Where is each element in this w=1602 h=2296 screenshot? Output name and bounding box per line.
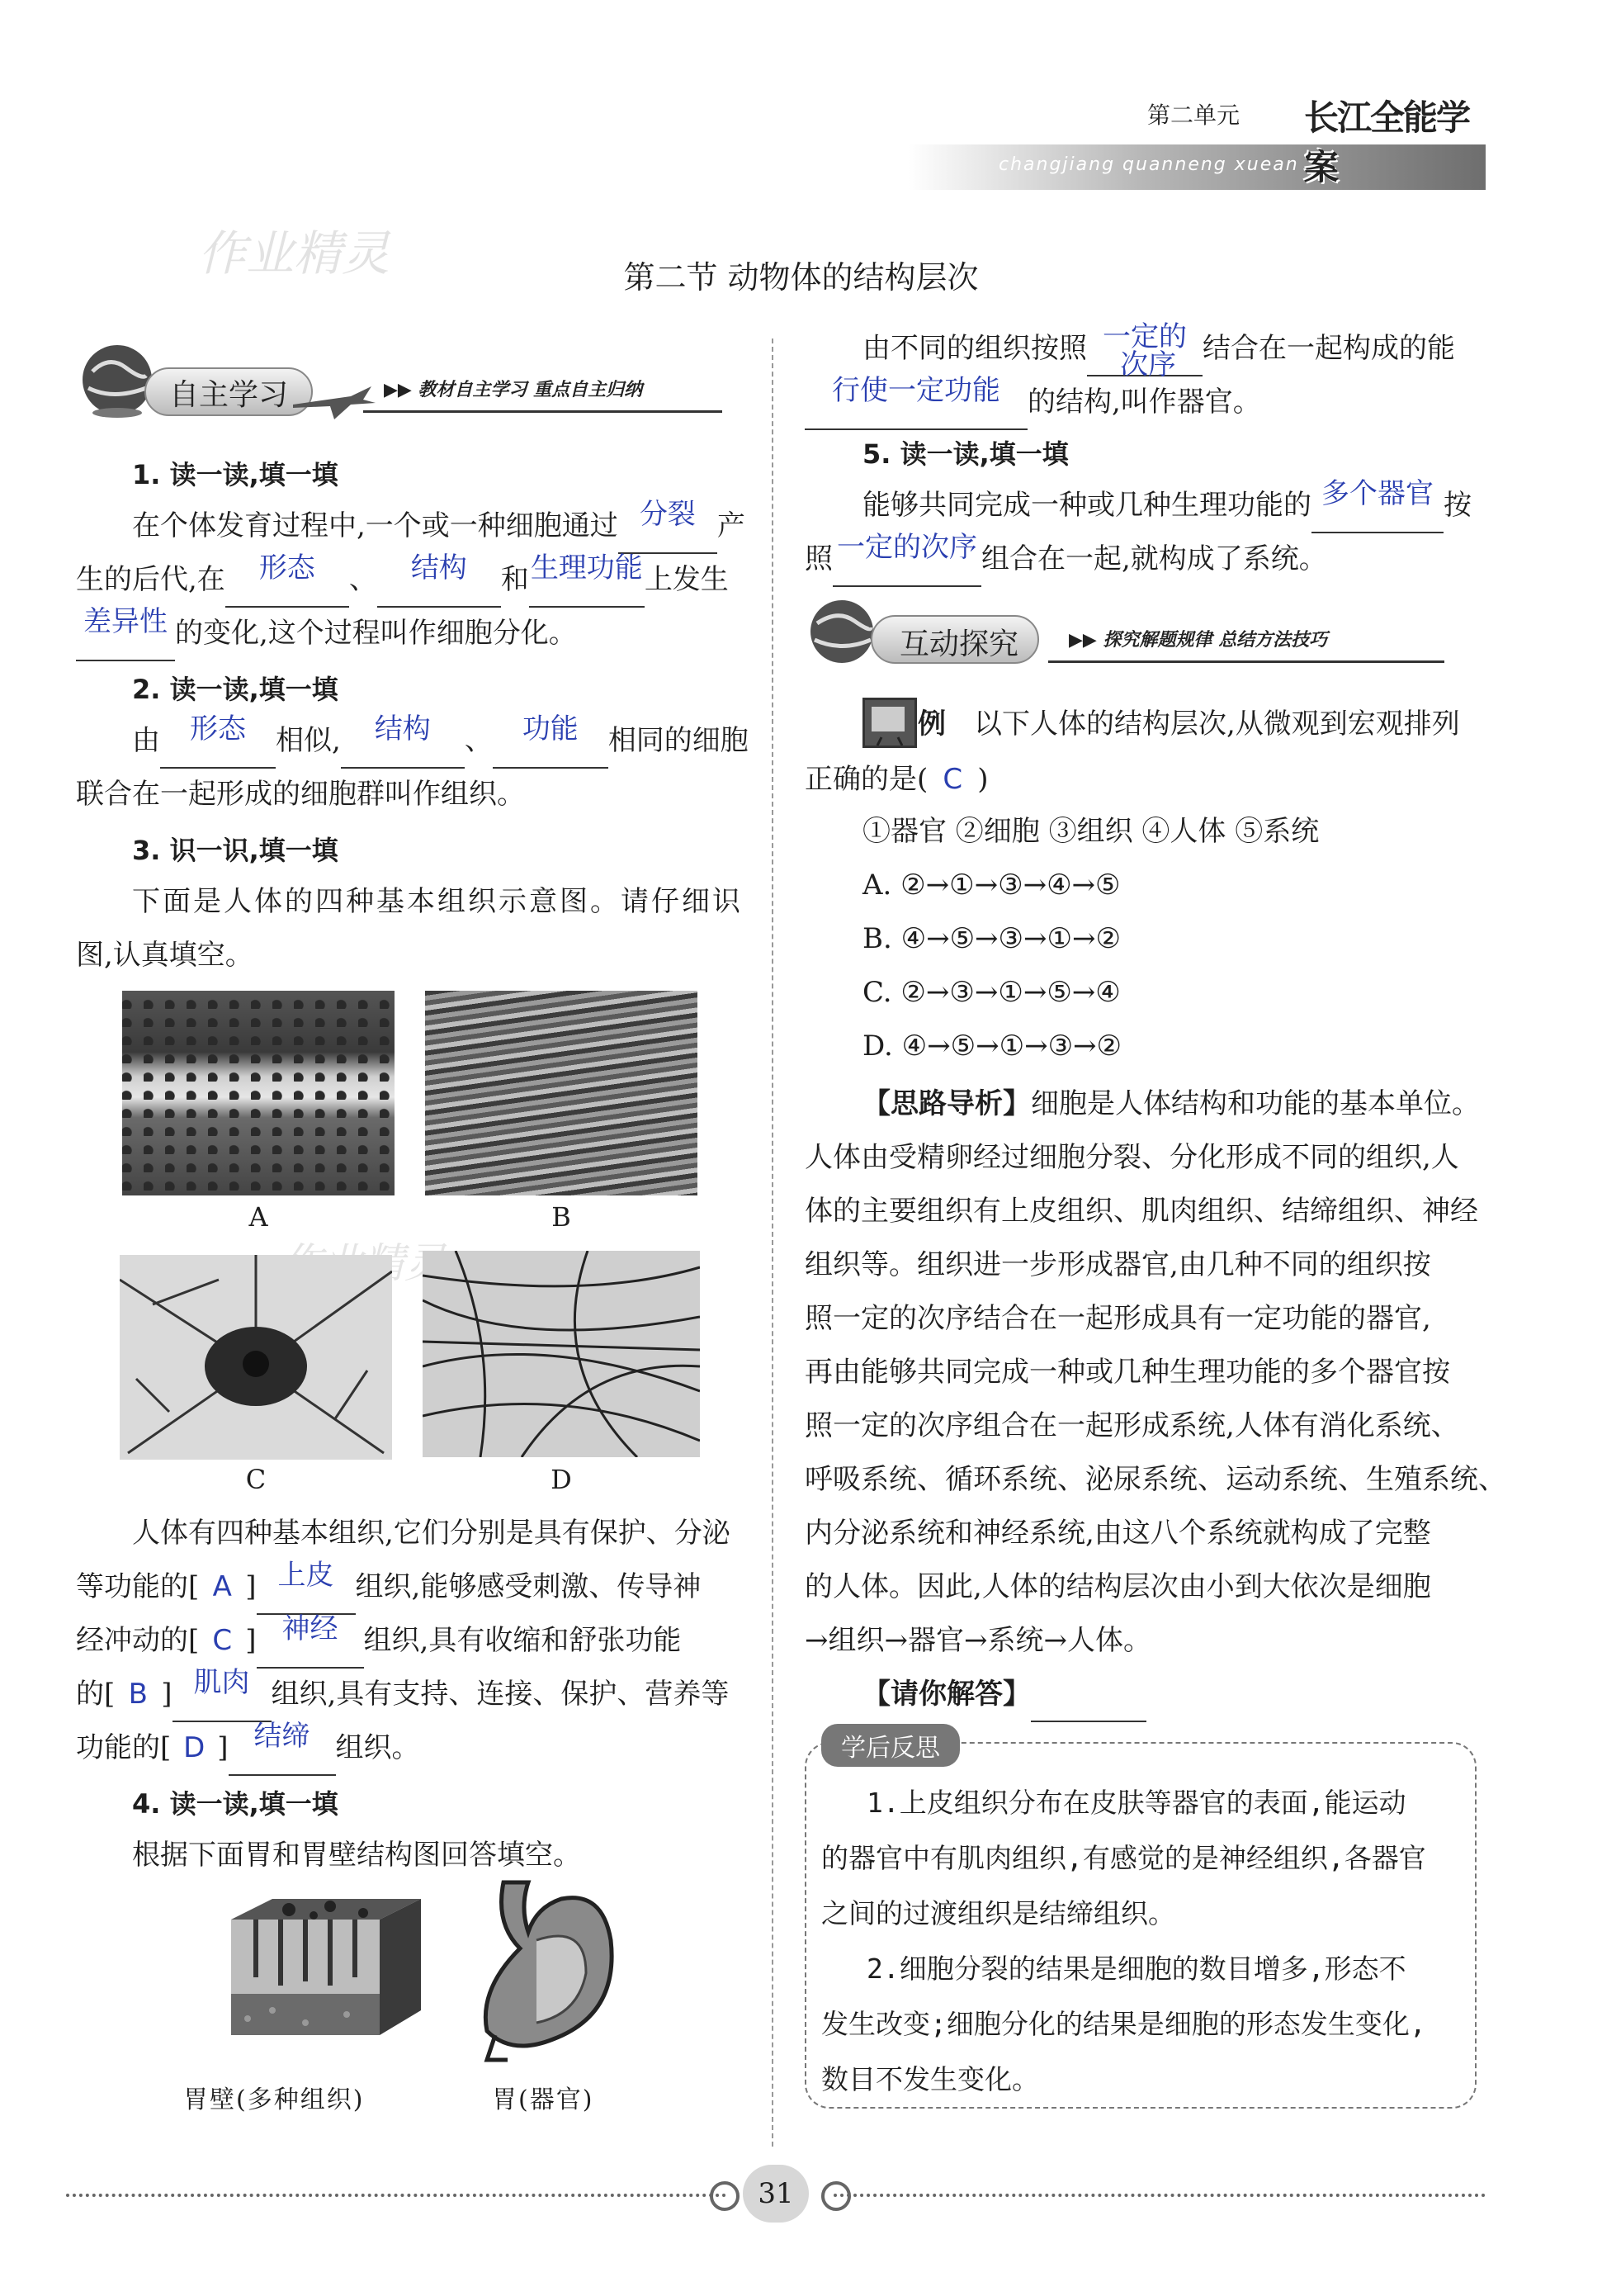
q5-blank-2[interactable]: 一定的次序	[833, 533, 981, 587]
q1-blank-3[interactable]: 结构	[377, 553, 501, 608]
q4-blank-2[interactable]: 行使一定功能	[805, 376, 1028, 430]
q3-sentence-3: 经冲动的[ C ] 神经 组织,具有收缩和舒张功能	[76, 1614, 681, 1669]
option-a[interactable]: A. ②→①→③→④→⑤	[862, 869, 1121, 902]
globe-icon-2	[805, 594, 879, 669]
analysis-line-9: 内分泌系统和神经系统,由这八个系统就构成了完整	[805, 1517, 1431, 1550]
tissue-image-d	[423, 1251, 700, 1457]
analysis-line-6: 再由能够共同完成一种或几种生理功能的多个器官按	[805, 1356, 1450, 1389]
stomach-caption: 胃(器官)	[492, 2085, 594, 2114]
q5-blank-1[interactable]: 多个器官	[1311, 479, 1444, 533]
analysis-line-8: 呼吸系统、循环系统、泌尿系统、运动系统、生殖系统、	[805, 1463, 1506, 1496]
tissue-image-b	[425, 991, 697, 1195]
q1-blank-4[interactable]: 生理功能	[529, 553, 645, 608]
q3-sentence-4: 的[ B ] 肌肉 组织,具有支持、连接、保护、营养等	[76, 1668, 729, 1722]
option-b[interactable]: B. ④→⑤→③→①→②	[862, 922, 1121, 955]
q1-blank-1[interactable]: 分裂	[618, 499, 717, 554]
q3-line2: 图,认真填空。	[76, 939, 253, 972]
analysis-line-3: 体的主要组织有上皮组织、肌肉组织、结缔组织、神经	[805, 1195, 1478, 1228]
section-self-rule	[363, 410, 722, 413]
q2-line1: 由 形态 相似, 结构 、 功能 相同的细胞	[132, 714, 749, 769]
q1-line3: 差异性 的变化,这个过程叫作细胞分化。	[76, 607, 577, 661]
tissue-image-a	[122, 991, 395, 1195]
section-interact-tagline: ▶▶ 探究解题规律 总结方法技巧	[1069, 630, 1328, 651]
q3-heading: 3. 识一识,填一填	[132, 835, 338, 866]
q1-line2: 生的后代,在 形态 、 结构 和生理功能上发生	[76, 553, 729, 608]
q4-blank-1[interactable]: 一定的 次序	[1087, 322, 1203, 376]
q3-blank-2[interactable]: 神经	[257, 1614, 364, 1669]
reflection-line-6: 数目不发生变化。	[821, 2063, 1039, 2095]
footer-ornament-left	[66, 2194, 726, 2197]
page-number: 31	[743, 2165, 809, 2223]
reflection-label: 学后反思	[821, 1724, 960, 1767]
q1-blank-2[interactable]: 形态	[225, 553, 349, 608]
example-icon	[862, 698, 917, 748]
q2-blank-1[interactable]: 形态	[160, 714, 276, 769]
reflection-line-4: 2.细胞分裂的结果是细胞的数目增多,形态不	[867, 1953, 1406, 1985]
q4-answer-line1: 由不同的组织按照 一定的 次序 结合在一起构成的能	[862, 320, 1455, 381]
analysis-line-4: 组织等。组织进一步形成器官,由几种不同的组织按	[805, 1248, 1431, 1281]
q2-blank-3[interactable]: 功能	[493, 714, 608, 769]
answer-prompt: 【请你解答】	[862, 1668, 1146, 1722]
q3-sentence-5: 功能的[ D ] 结缔 组织。	[76, 1721, 420, 1776]
tissue-image-c	[120, 1255, 392, 1460]
answer-blank[interactable]	[1031, 1668, 1146, 1722]
caption-c: C	[245, 1464, 267, 1495]
analysis-line-5: 照一定的次序结合在一起形成具有一定功能的器官,	[805, 1302, 1431, 1335]
q3-sentence-2: 等功能的[ A ] 上皮 组织,能够感受刺激、传导神	[76, 1560, 701, 1615]
example-items: ①器官 ②细胞 ③组织 ④人体 ⑤系统	[862, 815, 1320, 848]
q3-sentence-1: 人体有四种基本组织,它们分别是具有保护、分泌	[132, 1517, 730, 1550]
reflection-line-1: 1.上皮组织分布在皮肤等器官的表面,能运动	[867, 1787, 1406, 1819]
q5-heading: 5. 读一读,填一填	[862, 438, 1069, 470]
column-divider	[772, 338, 773, 2147]
section-self-label: 自主学习	[169, 378, 289, 412]
q1-line1: 在个体发育过程中,一个或一种细胞通过 分裂 产	[132, 499, 745, 554]
option-d[interactable]: D. ④→⑤→①→③→②	[862, 1030, 1122, 1063]
analysis-line-10: 的人体。因此,人体的结构层次由小到大依次是细胞	[805, 1570, 1431, 1603]
q4-answer-line2: 行使一定功能 的结构,叫作器官。	[805, 376, 1261, 430]
reflection-line-2: 的器官中有肌肉组织,有感觉的是神经组织,各器官	[821, 1842, 1426, 1874]
example-tag: 例	[918, 708, 946, 741]
reflection-line-3: 之间的过渡组织是结缔组织。	[821, 1897, 1175, 1929]
stomach-wall-image	[223, 1895, 429, 2043]
q5-line1: 能够共同完成一种或几种生理功能的 多个器官 按	[862, 479, 1472, 533]
stomach-image	[462, 1874, 627, 2064]
q2-line2: 联合在一起形成的细胞群叫作组织。	[76, 778, 525, 811]
example-question-2: 正确的是( C )	[805, 763, 989, 796]
option-c[interactable]: C. ②→③→①→⑤→④	[862, 976, 1121, 1009]
section-interact-rule	[1048, 660, 1444, 663]
analysis-line-1: 【思路导析】细胞是人体结构和功能的基本单位。	[862, 1087, 1480, 1120]
caption-b: B	[551, 1201, 571, 1233]
header-unit: 第二单元	[1147, 102, 1240, 129]
example-question-1: 以下人体的结构层次,从微观到宏观排列	[974, 708, 1460, 741]
q5-line2: 照 一定的次序 组合在一起,就构成了系统。	[805, 533, 1327, 587]
caption-a: A	[248, 1201, 268, 1233]
section-interact-label: 互动探究	[900, 627, 1019, 661]
q4-line1: 根据下面胃和胃壁结构图回答填空。	[132, 1839, 581, 1872]
page-title: 第二节 动物体的结构层次	[623, 259, 979, 296]
q3-blank-1[interactable]: 上皮	[257, 1560, 356, 1615]
q3-blank-3[interactable]: 肌肉	[172, 1668, 272, 1722]
q2-blank-2[interactable]: 结构	[341, 714, 465, 769]
q1-blank-5[interactable]: 差异性	[76, 607, 175, 661]
header-logo: 长江全能学案	[1304, 97, 1470, 187]
globe-icon	[76, 338, 158, 421]
analysis-line-11: →组织→器官→系统→人体。	[805, 1624, 1151, 1657]
plane-icon	[293, 380, 376, 421]
reflection-line-5: 发生改变;细胞分化的结果是细胞的形态发生变化,	[821, 2008, 1426, 2040]
stomach-wall-caption: 胃壁(多种组织)	[183, 2085, 365, 2114]
footer-swirl-right	[821, 2181, 851, 2211]
analysis-line-7: 照一定的次序组合在一起形成系统,人体有消化系统、	[805, 1409, 1459, 1442]
caption-d: D	[551, 1464, 572, 1495]
footer-swirl-left	[710, 2181, 740, 2211]
q2-heading: 2. 读一读,填一填	[132, 674, 338, 705]
q3-line1: 下面是人体的四种基本组织示意图。请仔细识	[132, 885, 743, 918]
q1-heading: 1. 读一读,填一填	[132, 459, 338, 490]
watermark: 作业精灵	[198, 225, 390, 282]
footer-ornament-right	[834, 2194, 1486, 2197]
header-pinyin: changjiang quanneng xuean	[999, 154, 1299, 175]
section-self-tagline: ▶▶ 教材自主学习 重点自主归纳	[384, 380, 643, 400]
q3-blank-4[interactable]: 结缔	[229, 1721, 336, 1776]
analysis-line-2: 人体由受精卵经过细胞分裂、分化形成不同的组织,人	[805, 1141, 1459, 1174]
q4-heading: 4. 读一读,填一填	[132, 1788, 338, 1820]
